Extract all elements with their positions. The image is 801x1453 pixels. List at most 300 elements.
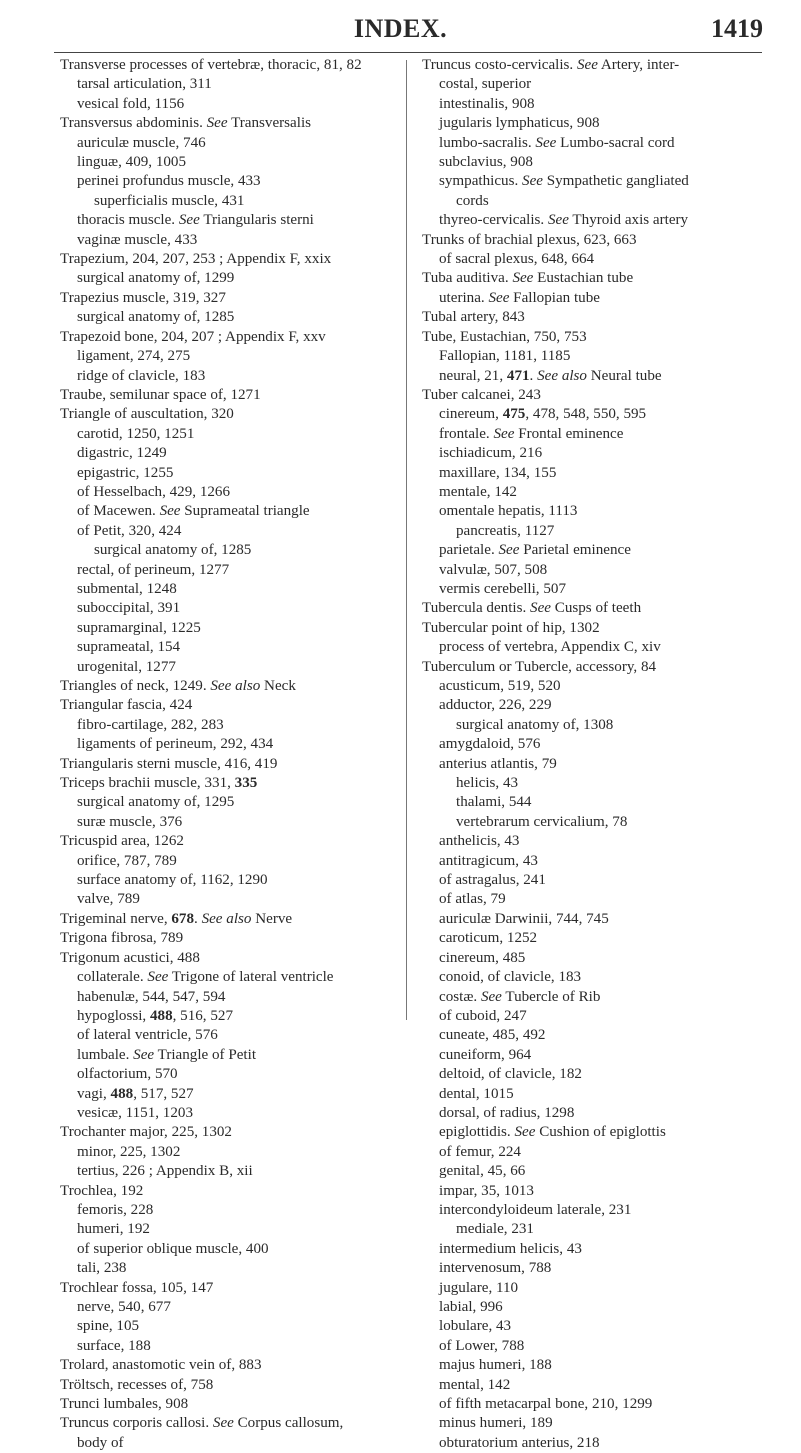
entry-text: anthelicis, 43 — [439, 833, 520, 850]
entry-text: ischiadicum, 216 — [439, 445, 543, 462]
index-entry — [422, 522, 772, 541]
entry-bold-page: 475 — [502, 406, 526, 423]
entry-text-after: , 517, 527 — [133, 1085, 194, 1102]
entry-text: Trunks of brachial plexus, 623, 663 — [422, 231, 637, 248]
entry-text: Trigonum acustici, 488 — [60, 949, 200, 966]
index-entry — [60, 269, 400, 288]
entry-text: mentale, 142 — [439, 483, 517, 500]
index-entry — [422, 793, 772, 812]
entry-text: neural, 21, — [439, 367, 507, 384]
index-entry — [422, 696, 772, 715]
entry-text: intestinalis, 908 — [439, 95, 535, 112]
index-entry — [422, 308, 772, 327]
entry-text: cinereum, — [439, 406, 503, 423]
entry-text: minus humeri, 189 — [439, 1415, 553, 1432]
index-entry — [60, 1434, 400, 1453]
index-entry — [422, 599, 772, 618]
page-header — [0, 6, 801, 42]
entry-text: nerve, 540, 677 — [77, 1299, 171, 1315]
entry-text: tertius, 226 ; Appendix B, xii — [77, 1163, 253, 1180]
index-entry — [422, 619, 772, 638]
entry-see-reference: See — [133, 1046, 155, 1063]
entry-text: vermis cerebelli, 507 — [439, 580, 566, 597]
entry-text: mental, 142 — [439, 1376, 511, 1393]
entry-reference-target: Thyroid axis artery — [568, 212, 689, 229]
index-entry — [422, 425, 772, 444]
index-entry — [60, 405, 400, 424]
entry-text: auriculæ Darwinii, 744, 745 — [439, 910, 609, 927]
index-entry — [60, 1065, 400, 1084]
index-entry — [422, 1026, 772, 1045]
index-entry — [422, 1240, 772, 1259]
entry-text: surgical anatomy of, 1285 — [94, 542, 252, 559]
index-entry — [422, 677, 772, 696]
entry-text: amygdaloid, 576 — [439, 736, 541, 753]
entry-text: dorsal, of radius, 1298 — [439, 1104, 575, 1121]
index-entry — [422, 1162, 772, 1181]
entry-text: Trochlea, 192 — [60, 1182, 144, 1199]
index-entry — [60, 1259, 400, 1278]
index-entry — [60, 522, 400, 541]
index-entry — [422, 871, 772, 890]
index-entry — [422, 405, 772, 424]
index-entry — [60, 289, 400, 308]
index-entry — [422, 211, 772, 230]
entry-text: vesical fold, 1156 — [77, 95, 185, 112]
entry-text: Tubercular point of hip, 1302 — [422, 619, 600, 636]
index-entry — [422, 1007, 772, 1026]
index-entry — [60, 890, 400, 909]
index-entry — [60, 968, 400, 987]
entry-bold-page: 335 — [234, 775, 258, 792]
entry-text: thyreo-cervicalis. — [439, 212, 548, 229]
entry-text: cuneiform, 964 — [439, 1046, 532, 1063]
entry-text: lumbale. — [77, 1046, 134, 1063]
entry-text: olfactorium, 570 — [77, 1066, 178, 1083]
index-entry — [422, 231, 772, 250]
entry-text: Tuberculum or Tubercle, accessory, 84 — [422, 658, 657, 675]
entry-text: Transversus abdominis. — [60, 115, 207, 132]
entry-text: digastric, 1249 — [77, 445, 167, 462]
entry-text: Traube, semilunar space of, 1271 — [60, 386, 261, 403]
entry-text: obturatorium anterius, 218 — [439, 1434, 600, 1451]
index-entry — [422, 1337, 772, 1356]
index-entry — [60, 1356, 400, 1375]
index-entry — [422, 502, 772, 521]
entry-text: thoracis muscle. — [77, 212, 179, 229]
entry-see-reference: See — [206, 115, 228, 132]
index-entry — [60, 114, 400, 133]
entry-text: body of — [77, 1434, 124, 1451]
index-entry — [60, 1085, 400, 1104]
index-column-right — [422, 56, 772, 1453]
entry-text: Triangular fascia, 424 — [60, 697, 193, 714]
index-entry — [60, 949, 400, 968]
entry-text: of astragalus, 241 — [439, 872, 546, 889]
entry-text: uterina. — [439, 289, 489, 306]
entry-text: Tuber calcanei, 243 — [422, 386, 541, 403]
index-entry — [60, 716, 400, 735]
entry-text: of lateral ventricle, 576 — [77, 1027, 218, 1044]
entry-text: Tubercula dentis. — [422, 600, 531, 617]
entry-see-reference: See — [530, 600, 551, 617]
entry-reference-target: Corpus callosum, — [233, 1415, 344, 1432]
entry-text: Tröltsch, recesses of, 758 — [60, 1376, 214, 1393]
entry-text: Trochlear fossa, 105, 147 — [60, 1279, 214, 1296]
page-title: INDEX. — [353, 14, 448, 43]
index-entry — [422, 250, 772, 269]
entry-text: costal, superior — [439, 76, 532, 93]
index-entry — [60, 1007, 400, 1026]
entry-text: of superior oblique muscle, 400 — [77, 1240, 269, 1257]
entry-text: perinei profundus muscle, 433 — [77, 173, 261, 190]
index-entry — [422, 988, 772, 1007]
index-entry — [60, 561, 400, 580]
index-entry — [60, 793, 400, 812]
entry-text: Triceps brachii muscle, 331, — [60, 775, 235, 792]
entry-text: linguæ, 409, 1005 — [77, 154, 187, 171]
entry-text: ligament, 274, 275 — [77, 348, 191, 365]
entry-text: of Lower, 788 — [439, 1337, 525, 1354]
index-entry — [422, 1143, 772, 1162]
index-entry — [422, 1356, 772, 1375]
entry-bold-page: 678 — [171, 910, 195, 927]
entry-text: Tube, Eustachian, 750, 753 — [422, 328, 587, 345]
entry-text: of fifth metacarpal bone, 210, 1299 — [439, 1396, 653, 1413]
index-entry — [60, 464, 400, 483]
entry-text: collaterale. — [77, 969, 148, 986]
index-entry — [422, 774, 772, 793]
index-entry — [422, 832, 772, 851]
entry-text: supramarginal, 1225 — [77, 619, 201, 636]
entry-text: auriculæ muscle, 746 — [77, 134, 206, 151]
entry-text: surface anatomy of, 1162, 1290 — [77, 872, 268, 889]
entry-text: epiglottidis. — [439, 1124, 515, 1141]
entry-text: labial, 996 — [439, 1299, 503, 1315]
index-entry — [60, 988, 400, 1007]
entry-see-reference: See — [493, 425, 515, 442]
index-entry — [422, 444, 772, 463]
entry-reference-target: Triangularis sterni — [199, 212, 314, 229]
index-entry — [422, 1376, 772, 1395]
entry-text: spine, 105 — [77, 1318, 140, 1335]
entry-text: adductor, 226, 229 — [439, 697, 552, 714]
entry-text: vaginæ muscle, 433 — [77, 231, 198, 248]
entry-text: parietale. — [439, 542, 499, 559]
entry-see-reference: See also — [210, 678, 261, 694]
index-entry — [60, 502, 400, 521]
index-entry — [422, 1317, 772, 1336]
index-entry — [60, 367, 400, 386]
entry-reference-target: Fallopian tube — [509, 289, 600, 306]
index-entry — [60, 832, 400, 851]
header-rule — [54, 52, 762, 53]
entry-text: of femur, 224 — [439, 1143, 521, 1160]
entry-text: Triangles of neck, 1249. — [60, 678, 211, 694]
entry-text: intercondyloideum laterale, 231 — [439, 1201, 632, 1218]
entry-text: Trigona fibrosa, 789 — [60, 930, 184, 947]
entry-text: of atlas, 79 — [439, 891, 506, 908]
index-entry — [60, 813, 400, 832]
index-entry — [60, 1143, 400, 1162]
entry-text: lumbo-sacralis. — [439, 134, 536, 151]
index-entry — [60, 619, 400, 638]
index-entry — [60, 347, 400, 366]
index-entry — [422, 56, 772, 75]
entry-text: Fallopian, 1181, 1185 — [439, 348, 571, 365]
index-entry — [60, 483, 400, 502]
entry-text: process of vertebra, Appendix C, xiv — [439, 639, 661, 656]
entry-text: impar, 35, 1013 — [439, 1182, 534, 1199]
entry-text: conoid, of clavicle, 183 — [439, 969, 582, 986]
entry-text: cords — [456, 192, 489, 209]
index-entry — [422, 172, 772, 191]
index-entry — [60, 1104, 400, 1123]
index-entry — [60, 1046, 400, 1065]
entry-text: ligaments of perineum, 292, 434 — [77, 736, 274, 753]
index-entry — [60, 95, 400, 114]
entry-text: tarsal articulation, 311 — [77, 76, 212, 93]
index-entry — [60, 696, 400, 715]
index-entry — [60, 1240, 400, 1259]
index-entry — [422, 735, 772, 754]
entry-reference-target: Triangle of Petit — [154, 1046, 257, 1063]
entry-text: sympathicus. — [439, 173, 523, 190]
index-entry — [60, 1220, 400, 1239]
index-entry — [60, 638, 400, 657]
index-entry — [422, 75, 772, 94]
entry-text: costæ. — [439, 988, 481, 1005]
index-entry — [422, 1123, 772, 1142]
entry-text: cinereum, 485 — [439, 949, 526, 966]
index-entry — [422, 95, 772, 114]
entry-text: Truncus corporis callosi. — [60, 1415, 213, 1432]
entry-text: Trunci lumbales, 908 — [60, 1396, 189, 1413]
index-entry — [60, 871, 400, 890]
index-entry — [422, 1395, 772, 1414]
entry-text: genital, 45, 66 — [439, 1163, 526, 1180]
entry-text: acusticum, 519, 520 — [439, 678, 561, 694]
entry-text: thalami, 544 — [456, 794, 532, 811]
page-number: 1419 — [711, 14, 763, 43]
entry-text: mediale, 231 — [456, 1221, 534, 1238]
index-entry — [60, 852, 400, 871]
entry-see-reference: See — [498, 542, 520, 559]
index-entry — [60, 910, 400, 929]
index-entry — [60, 1201, 400, 1220]
entry-text: caroticum, 1252 — [439, 930, 538, 947]
entry-text: of cuboid, 247 — [439, 1007, 527, 1024]
entry-text: Trolard, anastomotic vein of, 883 — [60, 1357, 262, 1374]
index-entry — [422, 929, 772, 948]
index-entry — [60, 153, 400, 172]
entry-text: jugularis lymphaticus, 908 — [439, 115, 600, 132]
entry-see-reference: See — [159, 503, 181, 520]
entry-reference-target: Sympathetic gangliated — [542, 173, 689, 190]
entry-see-reference: See also — [537, 367, 587, 384]
entry-text: valve, 789 — [77, 891, 140, 908]
entry-reference-target: Cusps of teeth — [550, 600, 642, 617]
entry-text: intervenosum, 788 — [439, 1260, 552, 1277]
index-entry — [422, 153, 772, 172]
entry-text: Trapezius muscle, 319, 327 — [60, 289, 226, 306]
index-entry — [60, 1182, 400, 1201]
entry-text: vertebrarum cervicalium, 78 — [456, 813, 628, 830]
index-entry — [60, 192, 400, 211]
entry-see-reference: See — [480, 988, 502, 1005]
index-entry — [60, 1123, 400, 1142]
entry-text: frontale. — [439, 425, 494, 442]
index-entry — [422, 386, 772, 405]
index-entry — [422, 561, 772, 580]
entry-text: of sacral plexus, 648, 664 — [439, 251, 595, 268]
index-entry — [60, 75, 400, 94]
entry-text: of Petit, 320, 424 — [77, 522, 182, 539]
entry-text: vesicæ, 1151, 1203 — [77, 1104, 193, 1121]
index-entry — [60, 134, 400, 153]
index-entry — [60, 580, 400, 599]
index-entry — [60, 541, 400, 560]
entry-text: omentale hepatis, 1113 — [439, 503, 578, 520]
entry-reference-target: Parietal eminence — [519, 542, 631, 559]
entry-text: habenulæ, 544, 547, 594 — [77, 988, 226, 1005]
index-entry — [60, 1162, 400, 1181]
index-entry — [60, 1026, 400, 1045]
index-entry — [60, 1395, 400, 1414]
entry-see-reference: See — [547, 212, 569, 229]
index-entry — [422, 1065, 772, 1084]
entry-see-reference: See — [514, 1124, 536, 1141]
index-entry — [422, 367, 772, 386]
index-entry — [422, 1046, 772, 1065]
entry-reference-target: Neural tube — [586, 367, 662, 384]
entry-text: submental, 1248 — [77, 580, 177, 597]
index-entry — [422, 192, 772, 211]
entry-text: surgical anatomy of, 1299 — [77, 270, 235, 287]
entry-text: ridge of clavicle, 183 — [77, 367, 206, 384]
entry-text: Transverse processes of vertebræ, thoracic, 81, 82 — [60, 57, 362, 73]
entry-see-reference: See — [212, 1415, 234, 1432]
entry-text: helicis, 43 — [456, 775, 519, 792]
entry-text: Tubal artery, 843 — [422, 309, 525, 326]
index-entry — [422, 638, 772, 657]
entry-text: femoris, 228 — [77, 1201, 154, 1218]
index-entry — [422, 114, 772, 133]
index-entry — [60, 250, 400, 269]
entry-text: intermedium helicis, 43 — [439, 1240, 582, 1257]
entry-text: maxillare, 134, 155 — [439, 464, 557, 481]
index-entry — [60, 755, 400, 774]
entry-text: surgical anatomy of, 1285 — [77, 309, 235, 326]
index-entry — [422, 949, 772, 968]
entry-see-reference: See — [178, 212, 200, 229]
entry-reference-target: Artery, inter- — [597, 57, 680, 73]
entry-text: suræ muscle, 376 — [77, 813, 183, 830]
entry-see-reference: See — [535, 134, 557, 151]
entry-text: humeri, 192 — [77, 1221, 150, 1238]
entry-text: subclavius, 908 — [439, 154, 533, 171]
entry-text: pancreatis, 1127 — [456, 522, 555, 539]
index-entry — [60, 1279, 400, 1298]
entry-text: Trigeminal nerve, — [60, 910, 172, 927]
entry-text: fibro-cartilage, 282, 283 — [77, 716, 224, 733]
index-entry — [422, 328, 772, 347]
entry-text: orifice, 787, 789 — [77, 852, 177, 869]
entry-text: antitragicum, 43 — [439, 852, 538, 869]
entry-reference-target: Frontal eminence — [514, 425, 624, 442]
entry-reference-target: Tubercle of Rib — [501, 988, 601, 1005]
entry-text: majus humeri, 188 — [439, 1357, 552, 1374]
index-entry — [60, 658, 400, 677]
index-entry — [60, 56, 400, 75]
index-entry — [422, 1414, 772, 1433]
entry-text: Trapezium, 204, 207, 253 ; Appendix F, xxix — [60, 251, 332, 268]
entry-text: anterius atlantis, 79 — [439, 755, 557, 772]
index-entry — [60, 1376, 400, 1395]
index-entry — [422, 483, 772, 502]
entry-reference-target: Trigone of lateral ventricle — [168, 969, 334, 986]
entry-text: hypoglossi, — [77, 1007, 150, 1024]
entry-text: Truncus costo-cervicalis. — [422, 57, 577, 73]
entry-text: suprameatal, 154 — [77, 639, 181, 656]
index-entry — [422, 1434, 772, 1453]
index-entry — [422, 658, 772, 677]
index-entry — [422, 716, 772, 735]
entry-text-after: . — [529, 367, 538, 384]
entry-bold-page: 488 — [110, 1085, 134, 1102]
index-entry — [422, 1201, 772, 1220]
entry-text: lobulare, 43 — [439, 1318, 512, 1335]
index-entry — [422, 852, 772, 871]
entry-text: Tuba auditiva. — [422, 270, 513, 287]
entry-see-reference: See also — [201, 910, 252, 927]
index-entry — [60, 308, 400, 327]
index-entry — [60, 774, 400, 793]
entry-text: dental, 1015 — [439, 1085, 514, 1102]
entry-bold-page: 471 — [506, 367, 530, 384]
index-entry — [60, 386, 400, 405]
entry-text: surgical anatomy of, 1308 — [456, 716, 614, 733]
index-entry — [422, 541, 772, 560]
index-entry — [422, 968, 772, 987]
entry-see-reference: See — [522, 173, 543, 190]
index-entry — [60, 211, 400, 230]
entry-see-reference: See — [512, 270, 534, 287]
index-entry — [422, 1085, 772, 1104]
entry-text: suboccipital, 391 — [77, 600, 181, 617]
entry-text: of Hesselbach, 429, 1266 — [77, 483, 231, 500]
entry-text: surface, 188 — [77, 1337, 151, 1354]
entry-reference-target: Neck — [260, 678, 296, 694]
index-entry — [422, 1220, 772, 1239]
index-entry — [60, 929, 400, 948]
entry-text: tali, 238 — [77, 1260, 127, 1277]
entry-reference-target: Nerve — [251, 910, 293, 927]
index-entry — [60, 444, 400, 463]
index-entry — [422, 755, 772, 774]
entry-text: vagi, — [77, 1085, 111, 1102]
index-entry — [422, 1259, 772, 1278]
entry-reference-target: Cushion of epiglottis — [535, 1124, 666, 1141]
index-entry — [422, 464, 772, 483]
entry-see-reference: See — [576, 57, 598, 73]
index-entry — [422, 269, 772, 288]
entry-text: Trapezoid bone, 204, 207 ; Appendix F, xxv — [60, 328, 326, 345]
index-entry — [60, 425, 400, 444]
entry-text: deltoid, of clavicle, 182 — [439, 1066, 582, 1083]
column-divider — [406, 60, 407, 1020]
index-entry — [422, 134, 772, 153]
